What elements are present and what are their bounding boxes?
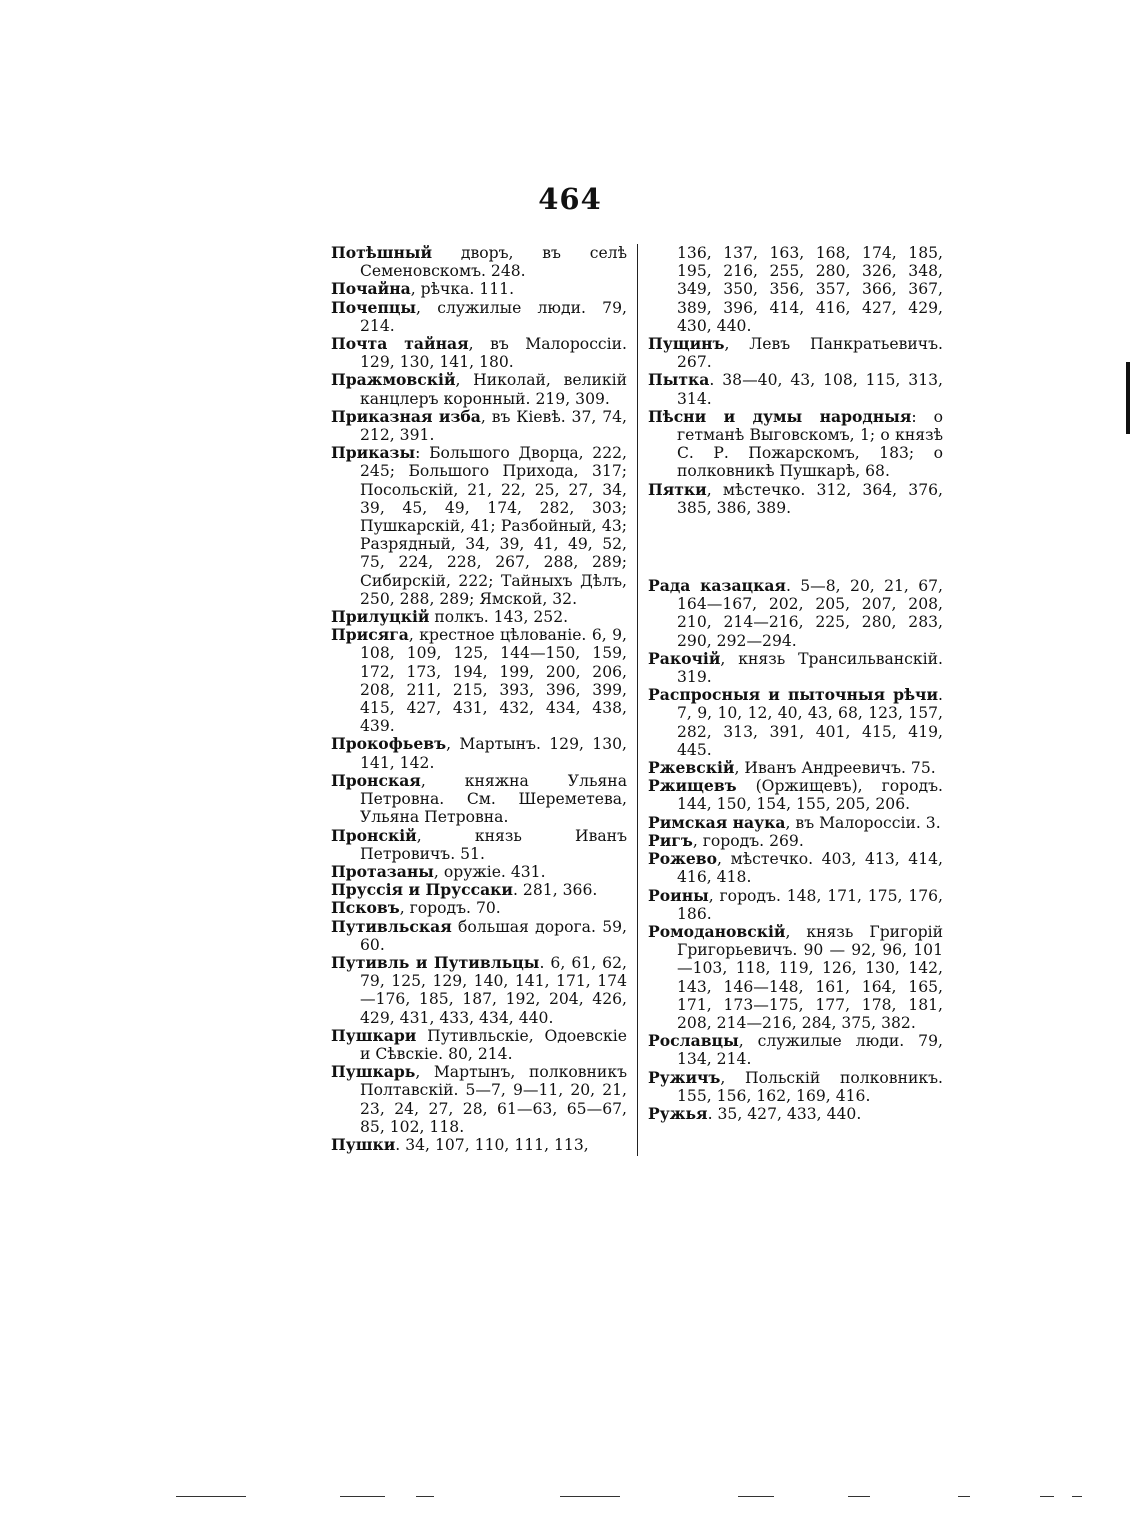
entry-references: , князь Трансильванскій. 319. [677, 649, 943, 687]
entry-heading: Пятки [648, 479, 707, 499]
index-entry [331, 444, 627, 608]
index-entry [648, 481, 943, 517]
entry-references: , въ Малороссіи. 129, 130, 141, 180. [360, 335, 627, 372]
entry-heading: Прилуцкій [331, 607, 430, 627]
entry-heading: Пронскій [331, 825, 417, 845]
entry-references: , городъ. 269. [692, 831, 804, 850]
index-group-r [648, 577, 943, 1123]
index-entry [648, 244, 943, 335]
index-entry [648, 1105, 943, 1123]
entry-references: , мѣстечко. 403, 413, 414, 416, 418. [677, 850, 943, 887]
entry-references: , служилые люди. 79, 214. [360, 298, 627, 335]
index-entry [331, 1136, 627, 1154]
index-entry [648, 923, 943, 1032]
index-entry [331, 335, 627, 371]
entry-references: . 34, 107, 110, 111, 113, [395, 1135, 589, 1154]
index-entry [331, 954, 627, 1027]
entry-heading: Пронская [331, 770, 421, 790]
binding-edge-mark [1126, 362, 1130, 434]
entry-references: , въ Малороссіи. 3. [785, 813, 941, 832]
entry-references: 136, 137, 163, 168, 174, 185, 195, 216, 255, 280, 326, 348, 349, 350, 356, 357, 366, 367, 389, 396, 414, 416, 427, 429, 430, 440. [677, 244, 943, 335]
entry-references: , городъ. 148, 171, 175, 176, 186. [677, 886, 943, 923]
entry-references: , Иванъ Андреевичъ. 75. [734, 759, 936, 778]
entry-heading: Пушки [331, 1134, 396, 1154]
entry-references: , Польскій полковникъ. 155, 156, 162, 169, 416. [677, 1068, 943, 1105]
entry-references: Путивльскіе, Одоевскіе и Сѣвскіе. 80, 214. [360, 1026, 627, 1063]
entry-heading: Пруссія и Пруссаки [331, 880, 514, 900]
entry-references: . 6, 61, 62, 79, 125, 129, 140, 141, 171, 174—176, 185, 187, 192, 204, 426, 429, 431, 433, 434, 440. [360, 953, 627, 1027]
index-entry [331, 899, 627, 917]
entry-heading: Почта тайная [331, 334, 469, 354]
entry-references: . 38—40, 43, 108, 115, 313, 314. [677, 371, 943, 408]
entry-heading: Рада казацкая [648, 576, 786, 596]
entry-heading: Распросныя и пыточныя рѣчи [648, 685, 939, 705]
entry-references: , Николай, великій канцлеръ коронный. 219, 309. [360, 371, 627, 408]
entry-heading: Почепцы [331, 297, 417, 317]
entry-references: , Левъ Панкратьевичъ. 267. [677, 335, 943, 372]
bottom-scan-marks [0, 1496, 1140, 1502]
index-entry [331, 827, 627, 863]
index-entry [648, 1069, 943, 1105]
entry-references: . 35, 427, 433, 440. [707, 1104, 862, 1123]
index-entry [331, 608, 627, 626]
entry-references: , княжна Ульяна Петровна. См. Шереметева, Ульяна Петровна. [360, 771, 627, 827]
entry-heading: Псковъ [331, 898, 400, 918]
entry-heading: Приказная изба [331, 406, 481, 426]
column-divider [637, 244, 638, 1156]
entry-references: большая дорога. 59, 60. [360, 917, 627, 954]
entry-references: , крестное цѣлованіе. 6, 9, 108, 109, 125, 144—150, 159, 172, 173, 194, 199, 200, 206, 208, 211, 215, 393, 396, 399, 415, 427, 431, 432, 434, 438, 439. [360, 626, 627, 736]
entry-heading: Пѣсни и думы народныя [648, 406, 912, 426]
entry-references: : Большого Дворца, 222, 245; Большого Прихода, 317; Посольскій, 21, 22, 25, 27, 34, 39, 45, 49, 174, 282, 303; Пушкарскій, 41; Разбойный, 43; Разрядный, 34, 39, 41, 49, 52, 75, 224, 228, 267, 288, 289; Сибирскій, 222; Тайныхъ Дѣлъ, 250, 288, 289; Ямской, 32. [360, 444, 627, 608]
entry-references: , князь Иванъ Петровичъ. 51. [360, 826, 627, 863]
entry-heading: Римская наука [648, 812, 786, 832]
entry-heading: Пытка [648, 370, 710, 390]
entry-references: , въ Кіевѣ. 37, 74, 212, 391. [360, 407, 627, 445]
entry-heading: Ржевскій [648, 758, 735, 778]
section-gap [648, 517, 943, 577]
entry-heading: Пущинъ [648, 334, 725, 354]
entry-heading: Ракочій [648, 648, 721, 668]
index-entry [648, 371, 943, 407]
index-entry [648, 686, 943, 759]
entry-references: полкъ. 143, 252. [429, 608, 569, 627]
index-entry [648, 650, 943, 686]
entry-references: , служилые люди. 79, 134, 214. [677, 1032, 943, 1069]
entry-references: . 281, 366. [513, 881, 598, 900]
index-entry [331, 735, 627, 771]
index-entry [648, 408, 943, 481]
index-entry [331, 299, 627, 335]
entry-heading: Прокофьевъ [331, 734, 447, 754]
index-entry [331, 1027, 627, 1063]
entry-heading: Рожево [648, 849, 718, 869]
entry-heading: Пражмовскій [331, 370, 456, 390]
entry-heading: Протазаны [331, 861, 434, 881]
index-entry [648, 577, 943, 650]
index-entry [331, 772, 627, 827]
page-number: 464 [538, 182, 602, 216]
index-entry [648, 814, 943, 832]
entry-heading: Потѣшный [331, 243, 433, 262]
index-entry [331, 408, 627, 444]
entry-heading: Приказы [331, 443, 416, 463]
index-entry [331, 371, 627, 407]
entry-heading: Почайна [331, 279, 411, 299]
entry-references: , князь Григорій Григорьевичъ. 90 — 92, 96, 101—103, 118, 119, 126, 130, 142, 143, 146—148, 161, 164, 165, 171, 173—175, 177, 178, 181, 208, 214—216, 284, 375, 382. [677, 922, 943, 1032]
entry-heading: Пушкарь [331, 1062, 416, 1082]
entry-references: (Оржищевъ), городъ. 144, 150, 154, 155, 205, 206. [677, 777, 943, 814]
entry-heading: Ржищевъ [648, 776, 737, 796]
entry-references: , рѣчка. 111. [410, 280, 515, 299]
entry-heading: Путивль и Путивльцы [331, 952, 540, 972]
entry-references: , городъ. 70. [399, 899, 501, 918]
entry-heading: Ромодановскій [648, 921, 786, 941]
index-entry [648, 759, 943, 777]
entry-heading: Ригъ [648, 830, 693, 850]
entry-heading: Присяга [331, 625, 409, 645]
entry-references: дворъ, въ селѣ Семеновскомъ. 248. [360, 244, 627, 281]
index-entry [331, 881, 627, 899]
index-entry [648, 335, 943, 371]
entry-references: , мѣстечко. 312, 364, 376, 385, 386, 389. [677, 480, 943, 517]
entry-heading: Пушкари [331, 1025, 417, 1045]
entry-references: , Мартынъ. 129, 130, 141, 142. [360, 735, 627, 772]
index-entry [331, 244, 627, 280]
index-entry [331, 280, 627, 298]
entry-references: , оружіе. 431. [433, 862, 546, 881]
index-column-left [331, 244, 627, 1154]
index-entry [648, 832, 943, 850]
index-column-right [648, 244, 943, 1123]
index-entry [331, 1063, 627, 1136]
index-entry [648, 777, 943, 813]
entry-heading: Рославцы [648, 1031, 739, 1051]
entry-heading: Ружичъ [648, 1067, 721, 1087]
index-entry [331, 626, 627, 735]
entry-references: . 7, 9, 10, 12, 40, 43, 68, 123, 157, 282, 313, 391, 401, 415, 419, 445. [677, 686, 943, 759]
entry-heading: Ружья [648, 1103, 708, 1123]
entry-references: , Мартынъ, полковникъ Полтавскій. 5—7, 9—11, 20, 21, 23, 24, 27, 28, 61—63, 65—67, 85, 102, 118. [360, 1063, 627, 1136]
index-entry [648, 850, 943, 886]
entry-heading: Роины [648, 885, 709, 905]
index-group-p [648, 244, 943, 517]
index-entry [331, 918, 627, 954]
index-entry [331, 863, 627, 881]
index-entry [648, 1032, 943, 1068]
entry-references: . 5—8, 20, 21, 67, 164—167, 202, 205, 207, 208, 210, 214—216, 225, 280, 283, 290, 292—294. [677, 577, 943, 650]
entry-references: : о гетманѣ Выговскомъ, 1; о князѣ С. Р. Пожарскомъ, 183; о полковникѣ Пушкарѣ, 68. [677, 407, 943, 481]
index-entry [648, 887, 943, 923]
entry-heading: Путивльская [331, 916, 452, 936]
